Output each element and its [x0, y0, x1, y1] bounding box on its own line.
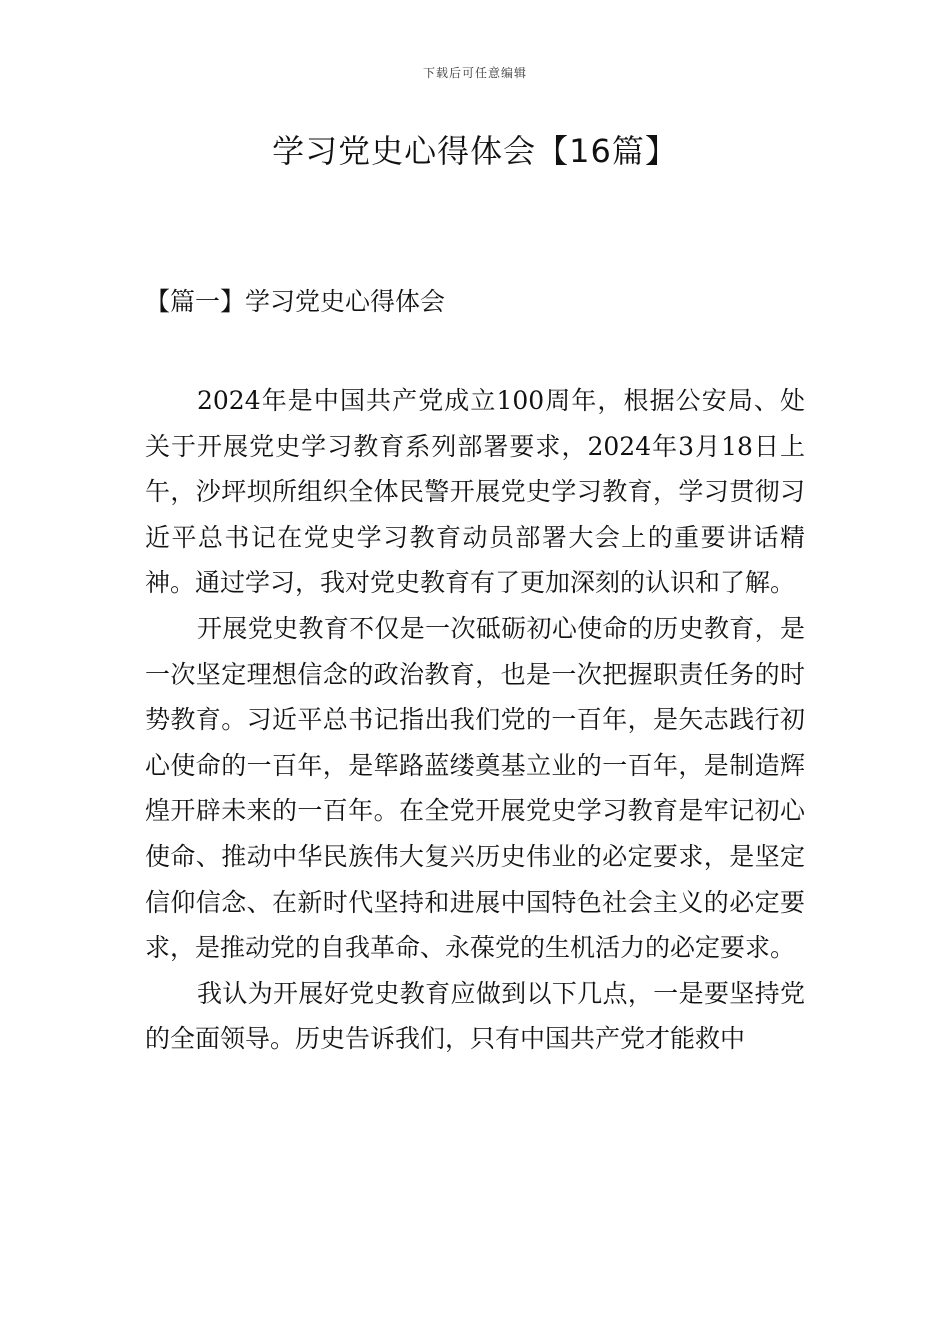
paragraph: 2024年是中国共产党成立100周年，根据公安局、处关于开展党史学习教育系列部署要求，2024年3月18日上午，沙坪坝所组织全体民警开展党史学习教育，学习贯彻习近平总书记在党史学习教育动员部署大会上的重要讲话精神。通过学习，我对党史教育有了更加深刻的认识和了解。 [145, 386, 805, 598]
paragraph: 我认为开展好党史教育应做到以下几点，一是要坚持党的全面领导。历史告诉我们，只有中国共产党才能救中 [145, 978, 805, 1054]
header-note: 下载后可任意编辑 [422, 66, 527, 80]
document-title: 学习党史心得体会【16篇】 [272, 132, 678, 170]
paragraph: 开展党史教育不仅是一次砥砺初心使命的历史教育，是一次坚定理想信念的政治教育，也是一次把握职责任务的时势教育。习近平总书记指出我们党的一百年，是矢志践行初心使命的一百年，是筚路蓝缕奠基立业的一百年，是制造辉煌开辟未来的一百年。在全党开展党史学习教育是牢记初心使命、推动中华民族伟大复兴历史伟业的必定要求，是坚定信仰信念、在新时代坚持和进展中国特色社会主义的必定要求，是推动党的自我革命、永葆党的生机活力的必定要求。 [145, 613, 805, 963]
section-heading: 【篇一】学习党史心得体会 [145, 287, 446, 316]
body-text [145, 378, 805, 1062]
